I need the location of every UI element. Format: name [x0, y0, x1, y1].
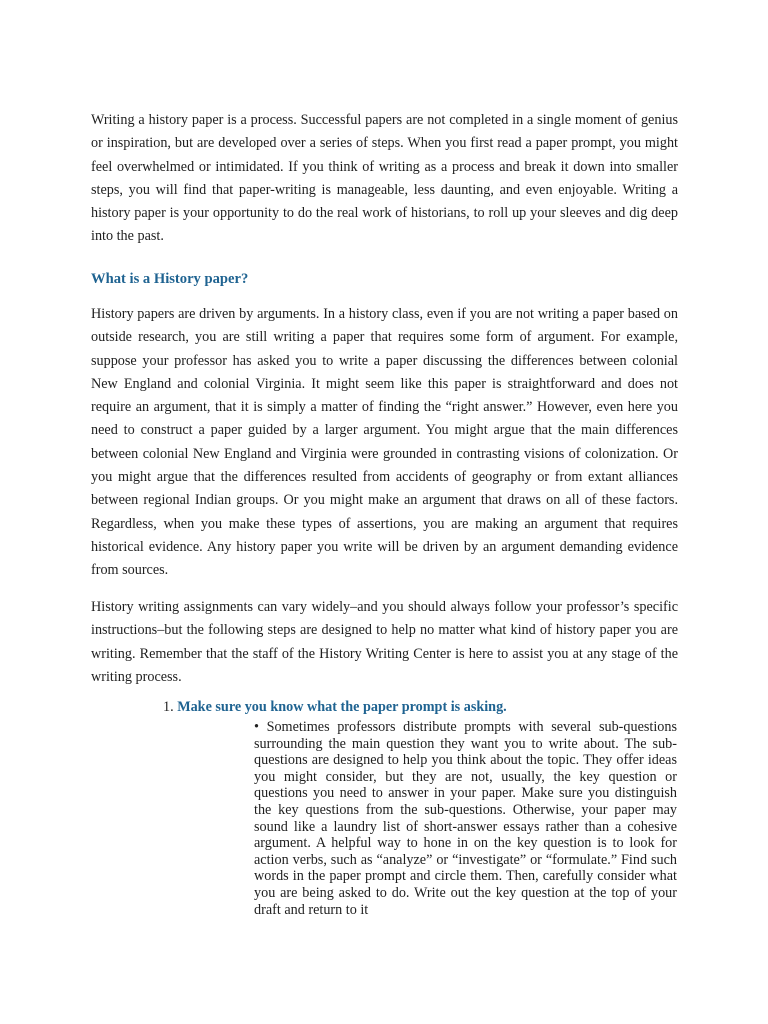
- step-number: 1.: [163, 699, 174, 715]
- step-1-detail: [254, 719, 677, 918]
- intro-paragraph: Writing a history paper is a process. Successful papers are not completed in a single moment of genius or inspiration, but are developed over a series of steps. When you first read a paper prompt, you might feel overwhelmed or intimidated. If you think of writing as a process and break it down into smaller steps, you will find that paper-writing is manageable, less daunting, and even enjoyable. Writing a history paper is your opportunity to do the real work of historians, to roll up your sleeves and dig deep into the past.: [91, 112, 678, 245]
- section-heading: What is a History paper?: [91, 271, 249, 287]
- assignments-paragraph: History writing assignments can vary widely–and you should always follow your professor’s specific instructions–but the following steps are designed to help no matter what kind of history paper you are writing. Remember that the staff of the History Writing Center is here to assist you at any stage of the writing process.: [91, 599, 678, 685]
- step-detail-text: Sometimes professors distribute prompts with several sub-questions surrounding the main question they want you to write about. The sub-questions are designed to help you think about the topic. They offer ideas you might consider, but they are not, usually, the key question or questions you need to answer in your paper. Make sure you distinguish the key questions from the sub-questions. Otherwise, your paper may sound like a laundry list of short-answer essays rather than a cohesive argument. A helpful way to hone in on the key question is to look for action verbs, such as “analyze” or “investigate” or “formulate.” Find such words in the paper prompt and circle them. Then, carefully consider what you are being asked to do. Write out the key question at the top of your draft and return to it: [254, 719, 677, 918]
- bullet-icon: •: [254, 719, 259, 735]
- step-title: Make sure you know what the paper prompt is asking.: [177, 699, 507, 715]
- step-1-heading: [163, 696, 507, 718]
- arguments-paragraph: History papers are driven by arguments. In a history class, even if you are not writing a paper based on outside research, you are still writing a paper that requires some form of argument. For example, suppose your professor has asked you to write a paper discussing the differences between colonial New England and colonial Virginia. It might seem like this paper is straightforward and does not require an argument, that it is simply a matter of finding the “right answer.” However, even here you need to construct a paper guided by a larger argument. You might argue that the main differences between colonial New England and Virginia were grounded in contrasting visions of colonization. Or you might argue that the differences resulted from accidents of geography or from extant alliances between regional Indian groups. Or you might make an argument that draws on all of these factors. Regardless, when you make these types of assertions, you are making an argument that requires historical evidence. Any history paper you write will be driven by an argument demanding evidence from sources.: [91, 306, 678, 579]
